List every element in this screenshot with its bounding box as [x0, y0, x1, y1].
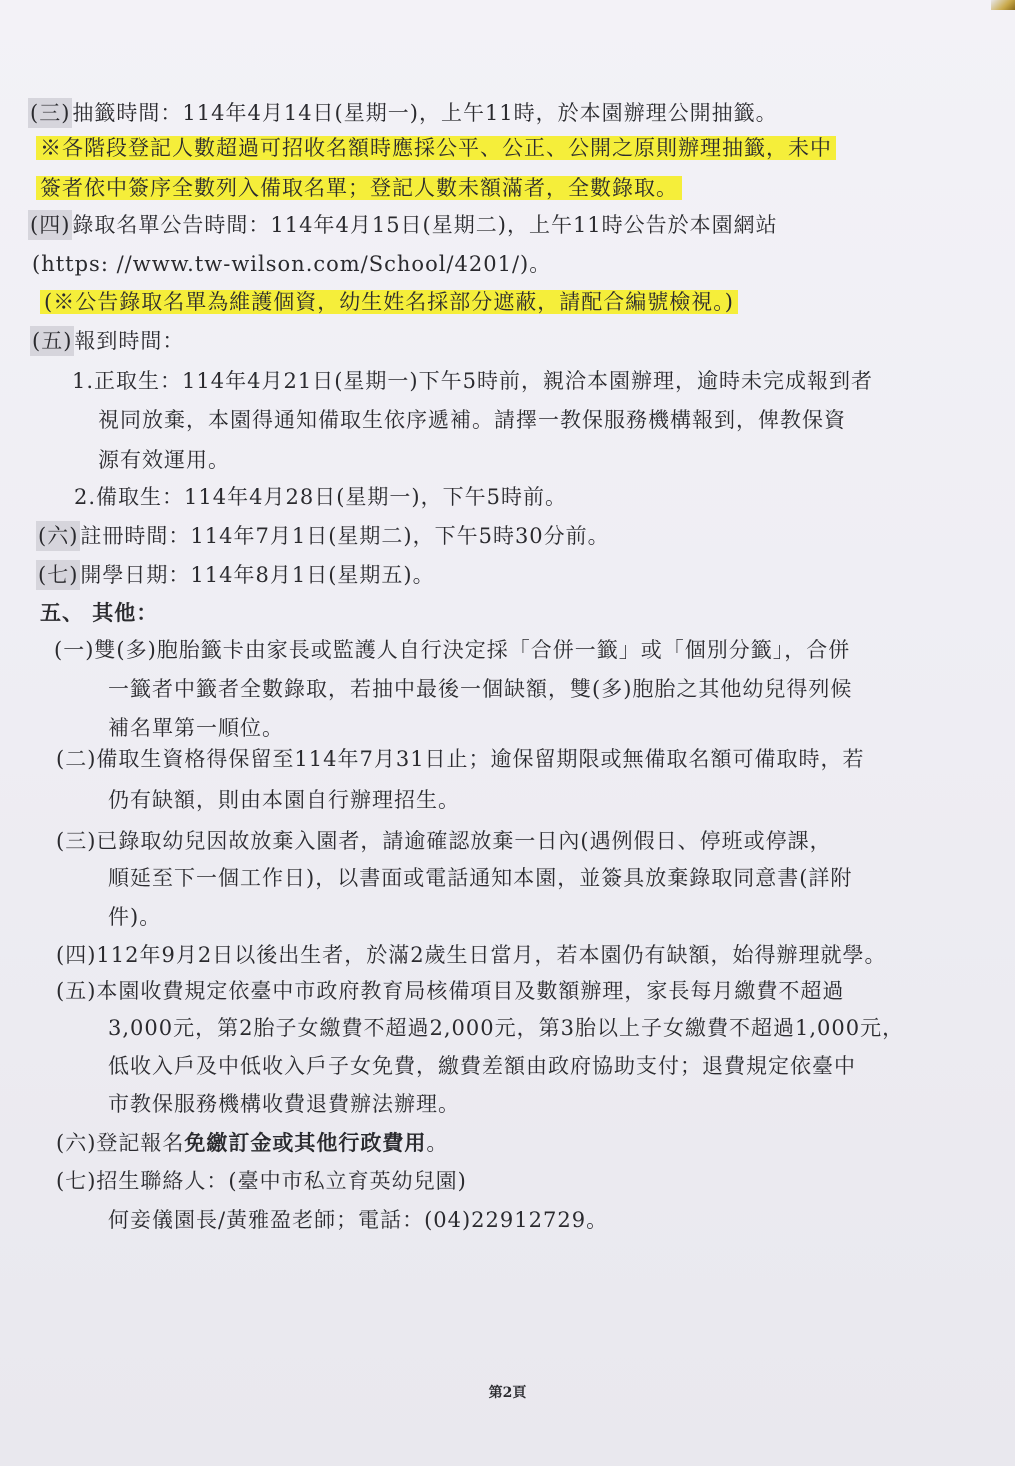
other-6-bold-text: 免繳訂金或其他行政費用 [184, 1130, 427, 1155]
item-5-1-line2: 視同放棄，本園得通知備取生依序遞補。請擇一教保服務機構報到，俾教保資 [98, 408, 846, 432]
item-6-text: 註冊時間：114年7月1日(星期二)，下午5時30分前。 [80, 524, 610, 548]
item-3-note-line2 [36, 173, 682, 203]
other-6 [56, 1128, 448, 1158]
item-4-text: 錄取名單公告時間：114年4月15日(星期二)，上午11時公告於本園網站 [72, 213, 778, 237]
item-3-text: 抽籤時間：114年4月14日(星期一)，上午11時，於本園辦理公開抽籤。 [72, 101, 778, 125]
other-1-line2: 一籤者中籤者全數錄取，若抽中最後一個缺額，雙(多)胞胎之其他幼兒得列候 [108, 677, 853, 701]
item-5-text: 報到時間： [74, 329, 185, 353]
other-5-line3: 低收入戶及中低收入戶子女免費，繳費差額由政府協助支付；退費規定依臺中 [108, 1054, 856, 1078]
item-3-label: (三) [28, 98, 72, 128]
item-7 [36, 560, 435, 590]
item-7-text: 開學日期：114年8月1日(星期五)。 [80, 563, 435, 587]
other-3-line3: 件)。 [108, 905, 162, 929]
item-5-2: 2.備取生：114年4月28日(星期一)，下午5時前。 [74, 485, 567, 509]
other-7-line1: (七)招生聯絡人：(臺中市私立育英幼兒園) [56, 1169, 467, 1193]
other-4: (四)112年9月2日以後出生者，於滿2歲生日當月，若本園仍有缺額，始得辦理就學。 [56, 943, 887, 967]
other-1-line3: 補名單第一順位。 [108, 716, 284, 740]
item-5 [30, 326, 184, 356]
item-4-url: (https: //www.tw-wilson.com/School/4201/)。 [32, 252, 552, 276]
item-4-note [40, 287, 738, 317]
other-5-line2: 3,000元，第2胎子女繳費不超過2,000元，第3胎以上子女繳費不超過1,000元， [108, 1016, 905, 1040]
item-7-label: (七) [36, 560, 80, 590]
item-4 [28, 210, 778, 240]
other-2-line1: (二)備取生資格得保留至114年7月31日止；逾保留期限或無備取名額可備取時，若 [56, 747, 865, 771]
highlight-note: 簽者依中簽序全數列入備取名單；登記人數未額滿者，全數錄取。 [36, 176, 682, 200]
other-3-line1: (三)已錄取幼兒因故放棄入園者，請逾確認放棄一日內(遇例假日、停班或停課， [56, 829, 832, 853]
item-3-note-line1 [36, 133, 836, 163]
highlight-note: (※公告錄取名單為維護個資，幼生姓名採部分遮蔽，請配合編號檢視。) [40, 290, 738, 314]
other-1-line1: (一)雙(多)胞胎籤卡由家長或監護人自行決定採「合併一籤」或「個別分籤」，合併 [54, 638, 851, 662]
item-6 [36, 521, 610, 551]
section-heading-other: 五、 其他： [40, 600, 159, 625]
item-5-label: (五) [30, 326, 74, 356]
other-7-line2: 何妾儀園長/黃雅盈老師；電話：(04)22912729。 [108, 1208, 609, 1232]
other-6-suffix: 。 [426, 1131, 449, 1155]
highlight-note: ※各階段登記人數超過可招收名額時應採公平、公正、公開之原則辦理抽籤，未中 [36, 136, 836, 160]
item-5-1-line3: 源有效運用。 [98, 448, 230, 472]
other-2-line2: 仍有缺額，則由本園自行辦理招生。 [108, 788, 460, 812]
item-5-1-line1: 1.正取生：114年4月21日(星期一)下午5時前，親洽本園辦理，逾時未完成報到者 [72, 369, 873, 393]
page-number: 第2頁 [488, 1385, 527, 1401]
page-corner-tab [991, 0, 1015, 10]
other-3-line2: 順延至下一個工作日)，以書面或電話通知本園，並簽具放棄錄取同意書(詳附 [108, 866, 853, 890]
other-5-line1: (五)本園收費規定依臺中市政府教育局核備項目及數額辦理，家長每月繳費不超過 [56, 979, 845, 1003]
item-4-label: (四) [28, 210, 72, 240]
other-6-prefix: (六)登記報名 [56, 1131, 185, 1155]
other-5-line4: 市教保服務機構收費退費辦法辦理。 [108, 1092, 460, 1116]
item-3 [28, 98, 778, 128]
item-6-label: (六) [36, 521, 80, 551]
